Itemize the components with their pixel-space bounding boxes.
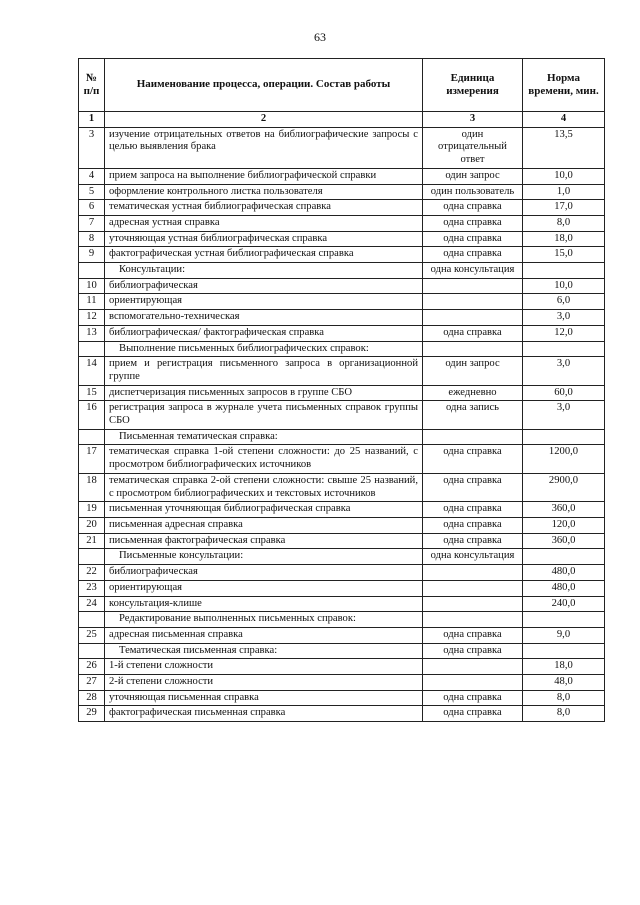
row-number <box>79 549 105 565</box>
table-row <box>79 533 605 549</box>
row-number: 4 <box>79 168 105 184</box>
unit-of-measure <box>423 675 523 691</box>
unit-of-measure: один запрос <box>423 168 523 184</box>
table-row <box>79 502 605 518</box>
time-norm: 8,0 <box>523 690 605 706</box>
operation-name: фактографическая устная библиографическая справка <box>105 247 423 263</box>
time-norm: 1,0 <box>523 184 605 200</box>
operation-name: оформление контрольного листка пользователя <box>105 184 423 200</box>
time-norm: 13,5 <box>523 127 605 168</box>
table-row <box>79 310 605 326</box>
time-norm <box>523 612 605 628</box>
operation-name: библиографическая/ фактографическая справка <box>105 325 423 341</box>
table-row <box>79 200 605 216</box>
row-number: 23 <box>79 580 105 596</box>
table-row <box>79 580 605 596</box>
operation-name: письменная фактографическая справка <box>105 533 423 549</box>
table-row <box>79 473 605 501</box>
operation-name: письменная уточняющая библиографическая справка <box>105 502 423 518</box>
unit-of-measure: одна справка <box>423 445 523 473</box>
operation-name: Письменные консультации: <box>105 549 423 565</box>
row-number: 9 <box>79 247 105 263</box>
unit-of-measure: одна справка <box>423 517 523 533</box>
table-section-row <box>79 612 605 628</box>
time-norm: 60,0 <box>523 385 605 401</box>
row-number: 18 <box>79 473 105 501</box>
time-norm: 12,0 <box>523 325 605 341</box>
unit-of-measure: одна справка <box>423 473 523 501</box>
operation-name: уточняющая письменная справка <box>105 690 423 706</box>
row-number: 5 <box>79 184 105 200</box>
unit-of-measure: одна справка <box>423 200 523 216</box>
operation-name: изучение отрицательных ответов на библиографические запросы с целью выявления брака <box>105 127 423 168</box>
unit-of-measure <box>423 429 523 445</box>
time-norm <box>523 549 605 565</box>
unit-of-measure <box>423 580 523 596</box>
table-row <box>79 357 605 385</box>
table-row <box>79 294 605 310</box>
operation-name: уточняющая устная библиографическая справка <box>105 231 423 247</box>
table-row <box>79 445 605 473</box>
header-no: № п/п <box>79 59 105 112</box>
row-number: 25 <box>79 627 105 643</box>
table-row <box>79 127 605 168</box>
operation-name: диспетчеризация письменных запросов в группе СБО <box>105 385 423 401</box>
operation-name: письменная адресная справка <box>105 517 423 533</box>
row-number <box>79 612 105 628</box>
time-norm: 8,0 <box>523 215 605 231</box>
row-number <box>79 263 105 279</box>
time-norm: 10,0 <box>523 168 605 184</box>
unit-of-measure <box>423 341 523 357</box>
table-row <box>79 596 605 612</box>
unit-of-measure: одна справка <box>423 325 523 341</box>
unit-of-measure: одна справка <box>423 533 523 549</box>
unit-of-measure: одна справка <box>423 627 523 643</box>
unit-of-measure <box>423 612 523 628</box>
row-number <box>79 429 105 445</box>
time-norm: 480,0 <box>523 580 605 596</box>
time-norm: 48,0 <box>523 675 605 691</box>
time-norm: 17,0 <box>523 200 605 216</box>
operation-name: регистрация запроса в журнале учета письменных справок группы СБО <box>105 401 423 429</box>
unit-of-measure: одна запись <box>423 401 523 429</box>
column-number: 2 <box>105 112 423 128</box>
operation-name: библиографическая <box>105 565 423 581</box>
table-row <box>79 278 605 294</box>
time-norm: 120,0 <box>523 517 605 533</box>
table-row <box>79 215 605 231</box>
column-number: 4 <box>523 112 605 128</box>
unit-of-measure: ежедневно <box>423 385 523 401</box>
table-row <box>79 184 605 200</box>
operation-name: тематическая устная библиографическая справка <box>105 200 423 216</box>
table-section-row <box>79 643 605 659</box>
row-number: 22 <box>79 565 105 581</box>
operation-name: Выполнение письменных библиографических справок: <box>105 341 423 357</box>
row-number: 3 <box>79 127 105 168</box>
time-norm: 2900,0 <box>523 473 605 501</box>
table-row <box>79 659 605 675</box>
row-number: 14 <box>79 357 105 385</box>
time-norm: 240,0 <box>523 596 605 612</box>
unit-of-measure: одна справка <box>423 215 523 231</box>
time-norm: 10,0 <box>523 278 605 294</box>
time-norm: 8,0 <box>523 706 605 722</box>
unit-of-measure: одна справка <box>423 706 523 722</box>
table-row <box>79 325 605 341</box>
row-number: 8 <box>79 231 105 247</box>
header-row <box>79 59 605 112</box>
row-number: 28 <box>79 690 105 706</box>
time-norm: 3,0 <box>523 401 605 429</box>
unit-of-measure: одна консультация <box>423 549 523 565</box>
header-name: Наименование процесса, операции. Состав работы <box>105 59 423 112</box>
operation-name: Тематическая письменная справка: <box>105 643 423 659</box>
operation-name: тематическая справка 2-ой степени сложности: свыше 25 названий, с просмотром библиографических и текстовых источников <box>105 473 423 501</box>
column-number: 1 <box>79 112 105 128</box>
table-row <box>79 690 605 706</box>
table-row <box>79 517 605 533</box>
table-section-row <box>79 263 605 279</box>
row-number: 12 <box>79 310 105 326</box>
row-number: 20 <box>79 517 105 533</box>
time-norm <box>523 341 605 357</box>
unit-of-measure: одна справка <box>423 502 523 518</box>
operation-name: адресная устная справка <box>105 215 423 231</box>
table-row <box>79 401 605 429</box>
row-number: 11 <box>79 294 105 310</box>
time-norm: 1200,0 <box>523 445 605 473</box>
row-number: 13 <box>79 325 105 341</box>
unit-of-measure <box>423 310 523 326</box>
table-row <box>79 706 605 722</box>
time-norm: 9,0 <box>523 627 605 643</box>
row-number <box>79 341 105 357</box>
time-norm: 6,0 <box>523 294 605 310</box>
operation-name: Письменная тематическая справка: <box>105 429 423 445</box>
time-norm: 3,0 <box>523 357 605 385</box>
table-body <box>79 127 605 721</box>
header-unit: Единица измерения <box>423 59 523 112</box>
table-row <box>79 385 605 401</box>
row-number: 10 <box>79 278 105 294</box>
row-number: 7 <box>79 215 105 231</box>
column-number-row <box>79 112 605 128</box>
time-norm <box>523 263 605 279</box>
time-norm: 480,0 <box>523 565 605 581</box>
unit-of-measure: одна справка <box>423 231 523 247</box>
time-norm <box>523 429 605 445</box>
page-number: 63 <box>314 30 326 44</box>
row-number <box>79 643 105 659</box>
operation-name: 1-й степени сложности <box>105 659 423 675</box>
table-row <box>79 168 605 184</box>
row-number: 6 <box>79 200 105 216</box>
unit-of-measure: одна справка <box>423 643 523 659</box>
time-norm: 15,0 <box>523 247 605 263</box>
row-number: 16 <box>79 401 105 429</box>
operation-name: Редактирование выполненных письменных справок: <box>105 612 423 628</box>
operation-name: 2-й степени сложности <box>105 675 423 691</box>
time-norm: 18,0 <box>523 231 605 247</box>
time-norm <box>523 643 605 659</box>
operation-name: фактографическая письменная справка <box>105 706 423 722</box>
row-number: 15 <box>79 385 105 401</box>
unit-of-measure <box>423 659 523 675</box>
row-number: 29 <box>79 706 105 722</box>
header-norm: Норма времени, мин. <box>523 59 605 112</box>
unit-of-measure <box>423 278 523 294</box>
operation-name: вспомогательно-техническая <box>105 310 423 326</box>
unit-of-measure: один отрицательный ответ <box>423 127 523 168</box>
table-row <box>79 247 605 263</box>
table-row <box>79 675 605 691</box>
time-norm: 18,0 <box>523 659 605 675</box>
table-row <box>79 627 605 643</box>
operation-name: адресная письменная справка <box>105 627 423 643</box>
time-norms-table <box>78 58 605 722</box>
unit-of-measure: одна консультация <box>423 263 523 279</box>
unit-of-measure: одна справка <box>423 247 523 263</box>
unit-of-measure <box>423 565 523 581</box>
unit-of-measure: один запрос <box>423 357 523 385</box>
row-number: 17 <box>79 445 105 473</box>
column-number: 3 <box>423 112 523 128</box>
time-norm: 360,0 <box>523 502 605 518</box>
unit-of-measure: одна справка <box>423 690 523 706</box>
operation-name: библиографическая <box>105 278 423 294</box>
unit-of-measure <box>423 294 523 310</box>
operation-name: ориентирующая <box>105 580 423 596</box>
time-norm: 3,0 <box>523 310 605 326</box>
table-row <box>79 231 605 247</box>
time-norm: 360,0 <box>523 533 605 549</box>
unit-of-measure <box>423 596 523 612</box>
row-number: 26 <box>79 659 105 675</box>
unit-of-measure: один пользователь <box>423 184 523 200</box>
operation-name: прием запроса на выполнение библиографической справки <box>105 168 423 184</box>
operation-name: консультация-клише <box>105 596 423 612</box>
row-number: 21 <box>79 533 105 549</box>
row-number: 19 <box>79 502 105 518</box>
operation-name: прием и регистрация письменного запроса в организационной группе <box>105 357 423 385</box>
operation-name: ориентирующая <box>105 294 423 310</box>
operation-name: Консультации: <box>105 263 423 279</box>
table-section-row <box>79 341 605 357</box>
operation-name: тематическая справка 1-ой степени сложности: до 25 названий, с просмотром библиографических источников <box>105 445 423 473</box>
row-number: 24 <box>79 596 105 612</box>
table-section-row <box>79 549 605 565</box>
table-row <box>79 565 605 581</box>
table-section-row <box>79 429 605 445</box>
row-number: 27 <box>79 675 105 691</box>
